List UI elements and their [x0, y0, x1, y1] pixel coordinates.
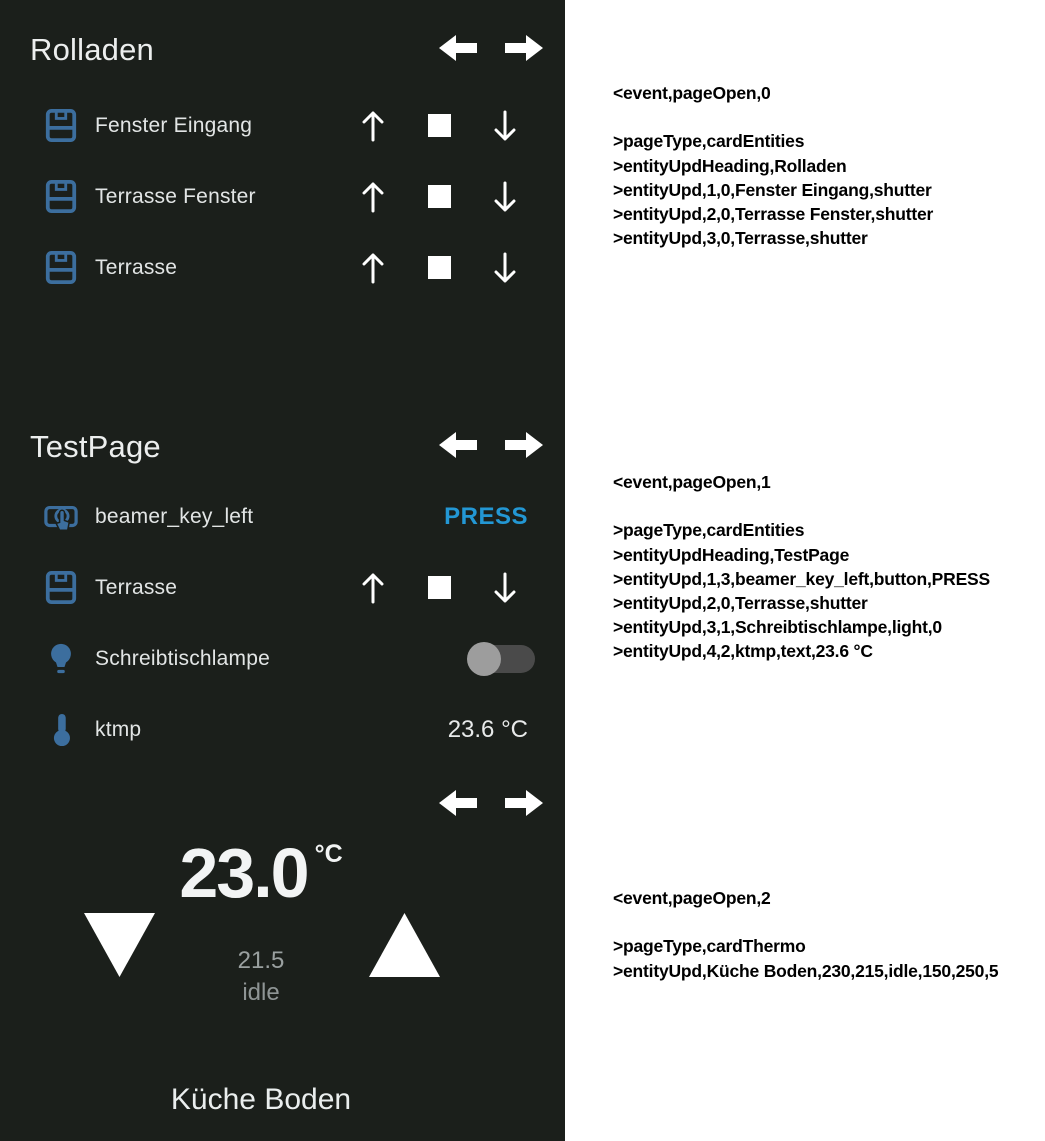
window-shutter-icon	[44, 248, 78, 288]
protocol-line: >entityUpd,3,1,Schreibtischlampe,light,0	[613, 617, 942, 638]
temperature-unit: °C	[314, 840, 343, 868]
shutter-down-button[interactable]	[492, 571, 518, 605]
current-temperature-value: 23.0	[179, 834, 308, 912]
protocol-line: >pageType,cardEntities	[613, 131, 805, 152]
protocol-line: >entityUpd,2,0,Terrasse Fenster,shutter	[613, 203, 934, 224]
shutter-stop-button[interactable]	[428, 185, 451, 208]
shutter-controls	[360, 180, 518, 214]
protocol-line: >entityUpdHeading,Rolladen	[613, 155, 847, 176]
thermostat-name: Küche Boden	[170, 1083, 352, 1116]
window-shutter-icon	[44, 106, 78, 146]
protocol-line: >entityUpd,1,3,beamer_key_left,button,PRESS	[613, 568, 990, 589]
page-title: TestPage	[30, 429, 161, 464]
window-shutter-icon	[44, 177, 78, 217]
shutter-up-button[interactable]	[360, 109, 386, 143]
entity-label: Terrasse	[95, 575, 178, 599]
page-nav	[439, 429, 543, 461]
panel-rolladen	[0, 0, 565, 420]
panel-thermostat	[0, 775, 565, 1141]
shutter-stop-button[interactable]	[428, 114, 451, 137]
page-nav	[439, 787, 543, 819]
entity-row-light	[0, 623, 565, 694]
entity-row-shutter	[0, 552, 565, 623]
hvac-state: idle	[242, 979, 280, 1006]
target-temperature: 21.5	[237, 947, 285, 974]
entity-label: Schreibtischlampe	[95, 646, 270, 670]
protocol-line: >pageType,cardEntities	[613, 520, 805, 541]
nav-prev-button[interactable]	[439, 429, 477, 461]
entity-label: Terrasse	[95, 255, 178, 279]
entity-row-text	[0, 694, 565, 765]
entity-label: beamer_key_left	[95, 504, 254, 528]
current-temperature	[0, 834, 522, 912]
shutter-down-button[interactable]	[492, 109, 518, 143]
protocol-line: <event,pageOpen,0	[613, 83, 771, 103]
shutter-down-button[interactable]	[492, 251, 518, 285]
entity-row-shutter	[0, 161, 565, 232]
protocol-line	[613, 910, 998, 934]
protocol-block-page1	[613, 470, 990, 664]
panel-testpage	[0, 420, 565, 775]
shutter-controls	[360, 109, 518, 143]
entity-rows	[0, 90, 565, 303]
protocol-line: >entityUpd,3,0,Terrasse,shutter	[613, 228, 868, 249]
protocol-line	[613, 494, 990, 518]
protocol-line	[613, 105, 933, 129]
nav-next-button[interactable]	[505, 429, 543, 461]
protocol-block-page2	[613, 886, 998, 983]
sensor-value: 23.6 °C	[447, 715, 528, 743]
entity-row-shutter	[0, 90, 565, 161]
shutter-controls	[360, 571, 518, 605]
protocol-line: <event,pageOpen,1	[613, 472, 771, 492]
protocol-line: <event,pageOpen,2	[613, 888, 771, 908]
protocol-line: >pageType,cardThermo	[613, 936, 806, 957]
lightbulb-icon	[44, 639, 78, 679]
shutter-stop-button[interactable]	[428, 576, 451, 599]
shutter-up-button[interactable]	[360, 180, 386, 214]
nav-next-button[interactable]	[505, 32, 543, 64]
page-nav	[439, 32, 543, 64]
entity-row-button	[0, 481, 565, 552]
shutter-up-button[interactable]	[360, 571, 386, 605]
page-title: Rolladen	[30, 32, 154, 67]
gesture-tap-button-icon	[44, 497, 78, 537]
entity-label: Terrasse Fenster	[95, 184, 256, 208]
entity-row-shutter	[0, 232, 565, 303]
protocol-line: >entityUpdHeading,TestPage	[613, 544, 850, 565]
light-toggle[interactable]	[468, 645, 535, 673]
protocol-block-page0	[613, 81, 933, 250]
shutter-down-button[interactable]	[492, 180, 518, 214]
protocol-line: >entityUpd,2,0,Terrasse,shutter	[613, 592, 868, 613]
entity-label: Fenster Eingang	[95, 113, 253, 137]
toggle-knob	[467, 642, 501, 676]
shutter-up-button[interactable]	[360, 251, 386, 285]
nav-prev-button[interactable]	[439, 787, 477, 819]
protocol-line: >entityUpd,4,2,ktmp,text,23.6 °C	[613, 641, 873, 662]
protocol-line: >entityUpd,Küche Boden,230,215,idle,150,250,5	[613, 960, 999, 981]
shutter-controls	[360, 251, 518, 285]
window-shutter-icon	[44, 568, 78, 608]
thermometer-icon	[44, 710, 78, 750]
nav-next-button[interactable]	[505, 787, 543, 819]
protocol-line: >entityUpd,1,0,Fenster Eingang,shutter	[613, 179, 932, 200]
entity-label: ktmp	[95, 717, 142, 741]
press-button[interactable]: PRESS	[444, 502, 528, 530]
entity-rows	[0, 481, 565, 765]
nav-prev-button[interactable]	[439, 32, 477, 64]
shutter-stop-button[interactable]	[428, 256, 451, 279]
